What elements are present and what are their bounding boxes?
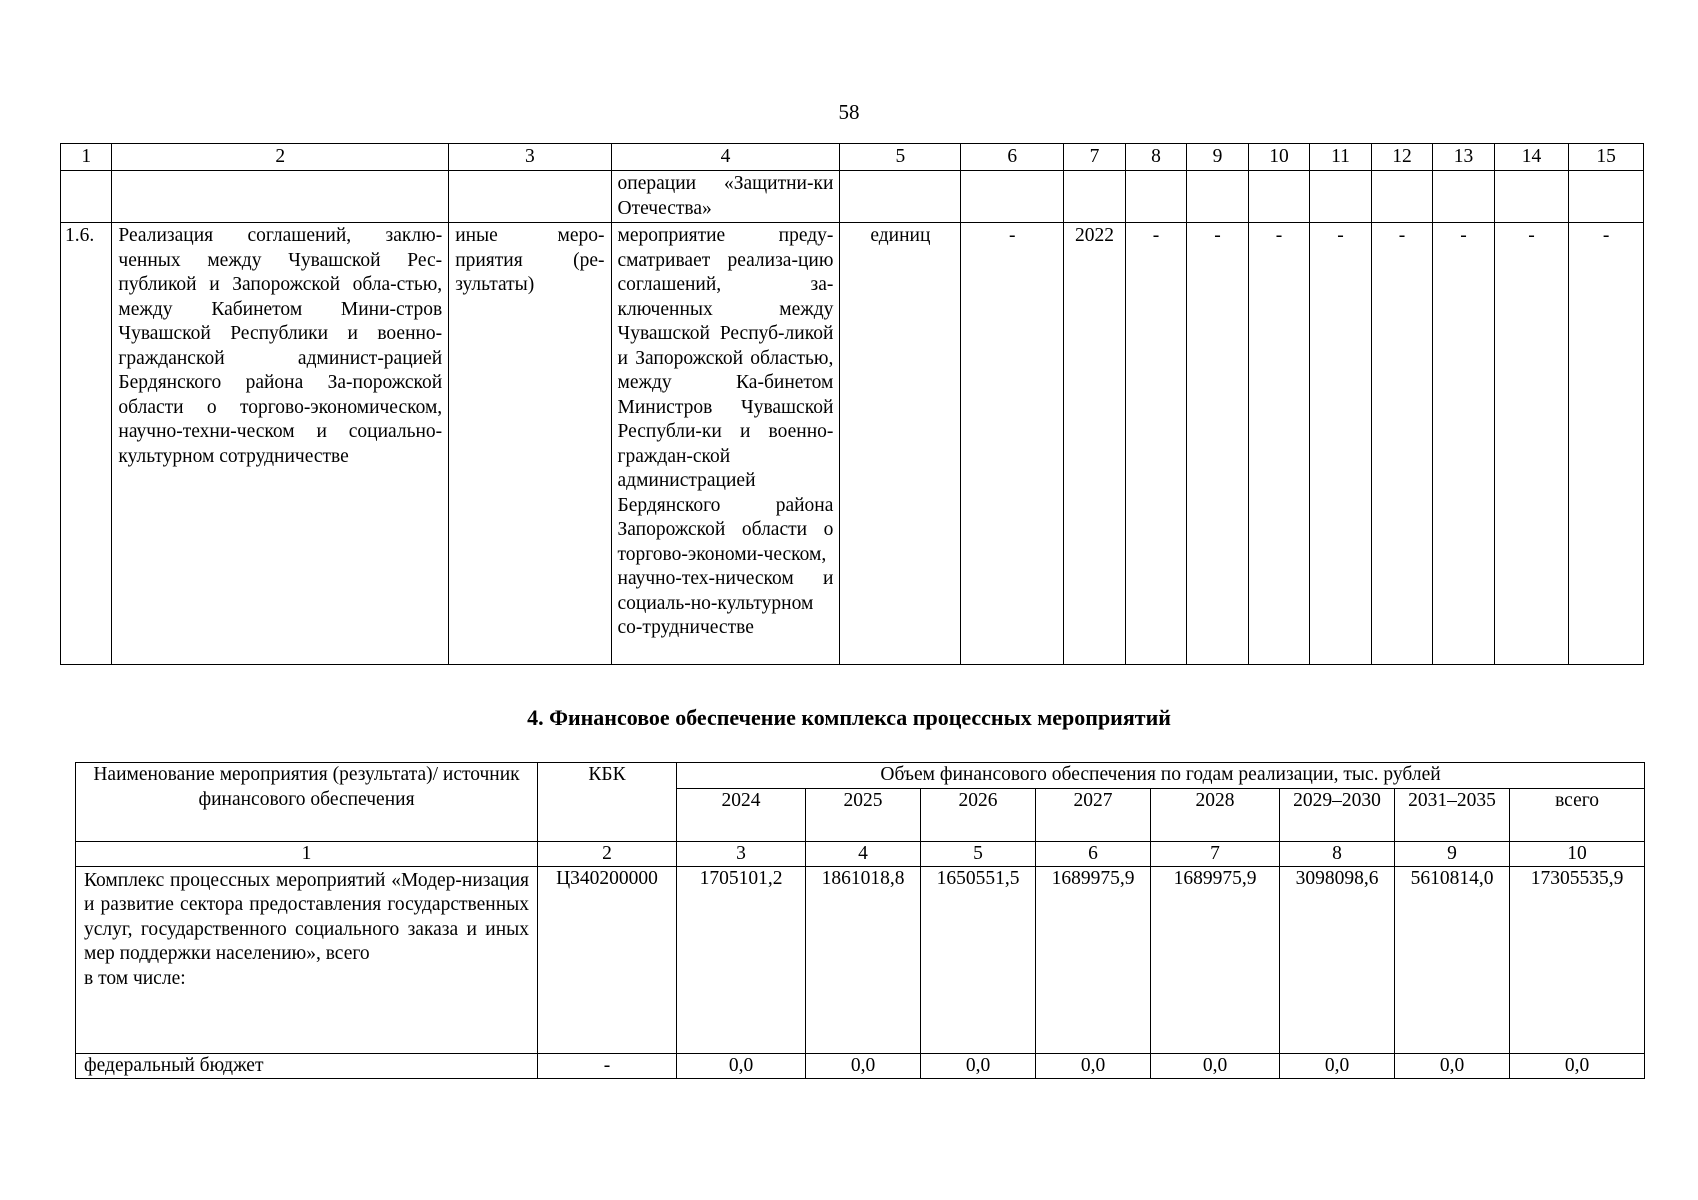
kbk-value: - (538, 1053, 677, 1078)
section-title: 4. Финансовое обеспечение комплекса процессных мероприятий (527, 705, 1171, 730)
col-num: 12 (1371, 144, 1433, 171)
value-total: 0,0 (1510, 1053, 1645, 1078)
col-num: 14 (1494, 144, 1569, 171)
value-2026: 0,0 (921, 1053, 1036, 1078)
col-num: 1 (61, 144, 112, 171)
col-num: 8 (1125, 144, 1187, 171)
year-header: 2029–2030 (1280, 788, 1395, 841)
cell-col7: 2022 (1064, 223, 1126, 665)
col-num: 4 (611, 144, 840, 171)
measure-type: иные меро-приятия (ре-зультаты) (449, 223, 611, 665)
col-num: 4 (806, 841, 921, 866)
year-header: 2026 (921, 788, 1036, 841)
col-num: 5 (840, 144, 961, 171)
measure-name: Реализация соглашений, заклю-ченных между Чувашской Рес-публикой и Запорожской обла-стью, между Кабинетом Мини-стров Чувашской Республики и военно-гражданской админист-рацией Бердянского района За-порожской области о торгово-экономическом, научно-техни-ческом и социально-культурном сотрудничестве (112, 223, 449, 665)
col-num: 8 (1280, 841, 1395, 866)
col-num: 13 (1433, 144, 1495, 171)
value-2024: 1705101,2 (677, 866, 806, 1053)
complex-name-cell (76, 866, 538, 1053)
source-name: федеральный бюджет (76, 1053, 538, 1078)
col-num: 10 (1510, 841, 1645, 866)
value-2028: 1689975,9 (1151, 866, 1280, 1053)
cell-col6: - (961, 223, 1064, 665)
header-kbk: КБК (538, 763, 677, 842)
col-num: 15 (1569, 144, 1644, 171)
value-2027: 1689975,9 (1036, 866, 1151, 1053)
col-num: 7 (1151, 841, 1280, 866)
year-header: 2027 (1036, 788, 1151, 841)
complex-name: Комплекс процессных мероприятий «Модер-низация и развитие сектора предоставления государственных услуг, государственного социального заказа и иных мер поддержки населению», всего (84, 869, 529, 964)
indicators-table (60, 143, 1644, 665)
col-num: 11 (1310, 144, 1372, 171)
kbk-value: Ц340200000 (538, 866, 677, 1053)
value-2031-2035: 0,0 (1395, 1053, 1510, 1078)
year-header: всего (1510, 788, 1645, 841)
cell-col15: - (1569, 223, 1644, 665)
cell-col8: - (1125, 223, 1187, 665)
header-name: Наименование мероприятия (результата)/ источник финансового обеспечения (76, 763, 538, 842)
col-num: 2 (112, 144, 449, 171)
col-num: 3 (677, 841, 806, 866)
header-row (76, 763, 1645, 789)
col-num: 10 (1248, 144, 1310, 171)
cell-col11: - (1310, 223, 1372, 665)
col-num: 7 (1064, 144, 1126, 171)
table-row (61, 223, 1644, 665)
page-number: 58 (838, 100, 860, 124)
table-row (76, 1053, 1645, 1078)
year-header: 2028 (1151, 788, 1280, 841)
row-number: 1.6. (61, 223, 112, 665)
financing-table (75, 762, 1645, 1079)
value-2031-2035: 5610814,0 (1395, 866, 1510, 1053)
table-row (76, 866, 1645, 1053)
value-2027: 0,0 (1036, 1053, 1151, 1078)
col-num: 9 (1395, 841, 1510, 866)
value-2029-2030: 0,0 (1280, 1053, 1395, 1078)
value-2028: 0,0 (1151, 1053, 1280, 1078)
cell-col10: - (1248, 223, 1310, 665)
continuation-row (61, 171, 1644, 223)
value-2029-2030: 3098098,6 (1280, 866, 1395, 1053)
column-number-row (61, 144, 1644, 171)
continuation-description: операции «Защитни-ки Отечества» (611, 171, 840, 223)
cell-col13: - (1433, 223, 1495, 665)
col-num: 6 (1036, 841, 1151, 866)
column-number-row (76, 841, 1645, 866)
header-volume: Объем финансового обеспечения по годам реализации, тыс. рублей (677, 763, 1645, 789)
cell-col14: - (1494, 223, 1569, 665)
year-header: 2025 (806, 788, 921, 841)
col-num: 1 (76, 841, 538, 866)
value-2024: 0,0 (677, 1053, 806, 1078)
col-num: 3 (449, 144, 611, 171)
value-total: 17305535,9 (1510, 866, 1645, 1053)
unit: единиц (840, 223, 961, 665)
cell-col9: - (1187, 223, 1249, 665)
measure-description: мероприятие преду-сматривает реализа-цию соглашений, за-ключенных между Чувашской Респуб-ликой и Запорожской областью, между Ка-бинетом Министров Чувашской Республи-ки и военно-граждан-ской администрацией Бердянского района Запорожской области о торгово-экономи-ческом, научно-тех-ническом и социаль-но-культурном со-трудничестве (611, 223, 840, 665)
col-num: 9 (1187, 144, 1249, 171)
col-num: 6 (961, 144, 1064, 171)
cell-col12: - (1371, 223, 1433, 665)
value-2026: 1650551,5 (921, 866, 1036, 1053)
year-header: 2031–2035 (1395, 788, 1510, 841)
col-num: 2 (538, 841, 677, 866)
value-2025: 1861018,8 (806, 866, 921, 1053)
col-num: 5 (921, 841, 1036, 866)
year-header: 2024 (677, 788, 806, 841)
value-2025: 0,0 (806, 1053, 921, 1078)
complex-note: в том числе: (84, 967, 186, 989)
